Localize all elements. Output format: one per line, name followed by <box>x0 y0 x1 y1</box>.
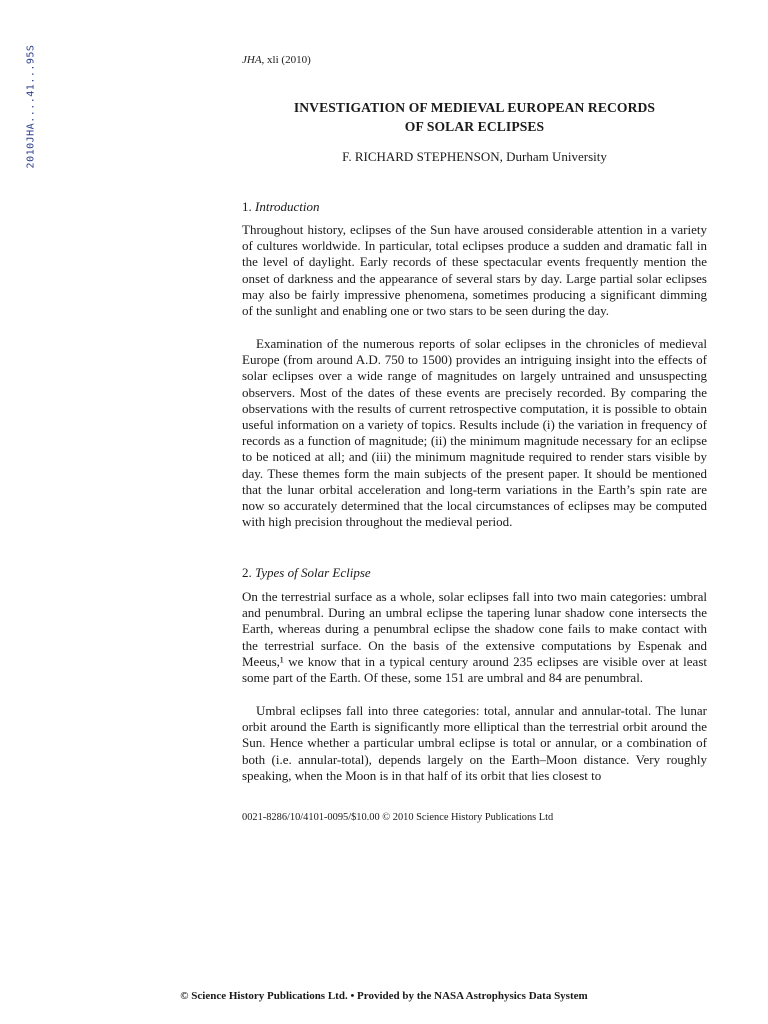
ads-bibcode-stamp <box>24 38 38 174</box>
section-heading-introduction <box>242 199 707 215</box>
journal-citation <box>242 54 707 66</box>
types-paragraph-2: Umbral eclipses fall into three categories: total, annular and annular-total. The lunar orbit around the Earth is significantly more elliptical than the terrestrial orbit around the Sun. Hence whether a particular umbral eclipse is total or annular, or a combination of both (i.e. annular-total), depends largely on the Earth–Moon distance. Very roughly speaking, when the Moon is in that half of its orbit that lies closest to <box>242 703 707 783</box>
title-line-1: INVESTIGATION OF MEDIEVAL EUROPEAN RECORDS <box>293 100 656 115</box>
title-line-2: OF SOLAR ECLIPSES <box>404 119 545 134</box>
section-number: 1. <box>242 199 252 214</box>
section-title: Introduction <box>255 199 320 214</box>
section-heading-types <box>242 565 707 581</box>
types-paragraph-1: On the terrestrial surface as a whole, solar eclipses fall into two main categories: umbral and penumbral. During an umbral eclipse the tapering lunar shadow cone intersects the Earth, whereas during a penumbral eclipse the shadow cone fails to make contact with the terrestrial surface. On the basis of the extensive computations by Espenak and Meeus,¹ we know that in a typical century around 235 eclipses are visible over at least some part of the Earth. Of these, some 151 are umbral and 84 are penumbral. <box>242 589 707 686</box>
section-number: 2. <box>242 565 252 580</box>
journal-name: JHA <box>242 54 262 66</box>
intro-paragraph-1: Throughout history, eclipses of the Sun have aroused considerable attention in a variety of cultures worldwide. In particular, total eclipses produce a sudden and dramatic fall in the level of daylight. Early records of these spectacular events frequently mention the onset of darkness and the appearance of several stars by day. Large partial solar eclipses may also be fairly impressive phenomena, sometimes producing a significant dimming of the sunlight and enabling one or two stars to be seen during the day. <box>242 222 707 319</box>
section-title: Types of Solar Eclipse <box>255 565 371 580</box>
bibcode-text: 2010JHA....41...95S <box>25 44 37 168</box>
page-footer: © Science History Publications Ltd. • Provided by the NASA Astrophysics Data System <box>180 990 588 1002</box>
issn-copyright-line: 0021-8286/10/4101-0095/$10.00 © 2010 Science History Publications Ltd <box>242 812 554 823</box>
intro-paragraph-2: Examination of the numerous reports of solar eclipses in the chronicles of medieval Europe (from around A.D. 750 to 1500) provides an intriguing insight into the effects of solar eclipses over a wide range of magnitudes on largely untrained and unsuspecting observers. Most of the dates of these events are precisely recorded. By comparing the observations with the results of current retrospective computation, it is possible to obtain useful information on a variety of topics. Results include (i) the variation in frequency of records as a function of magnitude; (ii) the minimum magnitude necessary for an eclipse to be noticed at all; and (iii) the minimum magnitude required to render stars visible by day. These themes form the main subjects of the present paper. It should be mentioned that the lunar orbital acceleration and long-term variations in the Earth’s spin rate are now so accurately determined that the local circumstances of eclipses may be computed with high precision throughout the medieval period. <box>242 336 707 530</box>
author-line: F. RICHARD STEPHENSON, Durham University <box>342 149 607 164</box>
paper-title <box>242 98 707 136</box>
journal-volume: , xli (2010) <box>261 54 311 66</box>
